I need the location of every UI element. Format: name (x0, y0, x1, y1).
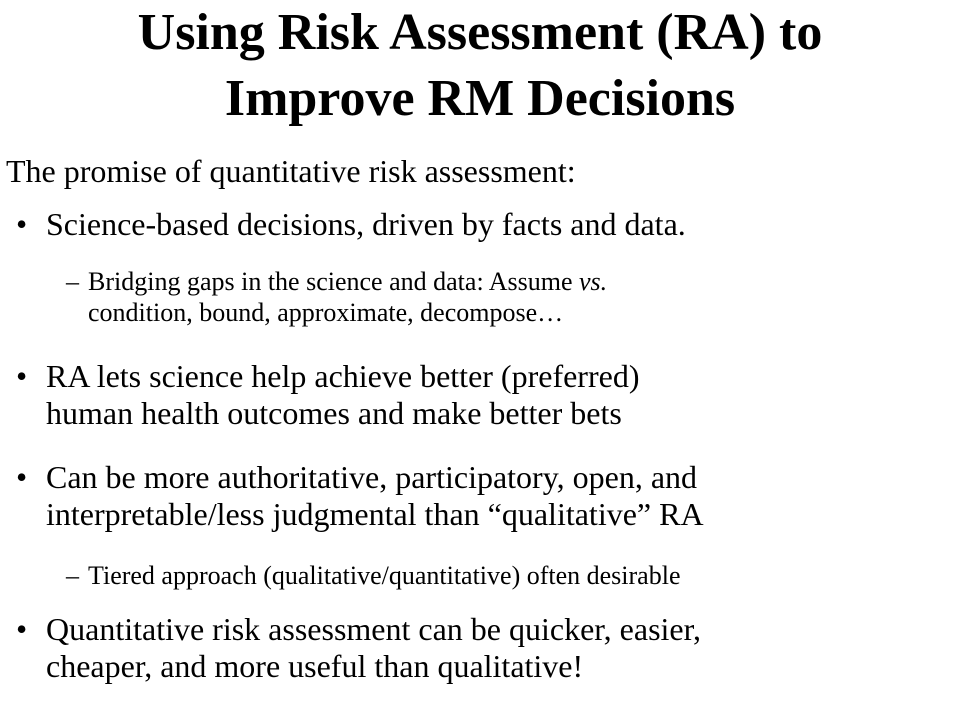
bullet-4-line-2: cheaper, and more useful than qualitative! (46, 648, 584, 684)
bullet-text-1 (46, 206, 686, 243)
bullet-dot-icon: • (16, 206, 28, 242)
bullet-3-line-1: Can be more authoritative, participatory, open, and (46, 459, 698, 495)
slide-title (0, 0, 960, 132)
bullet-dot-icon: • (16, 459, 28, 495)
slide-title-line-1: Using Risk Assessment (RA) to (137, 4, 823, 61)
bullet-2-line-1: RA lets science help achieve better (preferred) (46, 358, 640, 394)
subbullet-dash-icon: – (66, 267, 79, 296)
bullet-1-line-1: Science-based decisions, driven by facts and data. (46, 206, 686, 242)
bullet-4-line-1: Quantitative risk assessment can be quicker, easier, (46, 611, 701, 647)
bullet-text-2 (46, 358, 639, 432)
subbullet-1-line-1-text: Bridging gaps in the science and data: Assume (88, 267, 580, 296)
subbullet-dash-icon: – (66, 561, 79, 590)
bullet-dot-icon: • (16, 611, 28, 647)
subbullet-1-line-2: condition, bound, approximate, decompose… (88, 298, 564, 327)
subbullet-2-line-1: Tiered approach (qualitative/quantitative) often desirable (88, 561, 681, 590)
intro-text: The promise of quantitative risk assessment: (6, 153, 576, 189)
bullet-2-line-2: human health outcomes and make better bets (46, 395, 622, 431)
subbullet-1-line-1 (88, 266, 607, 297)
subbullet-text-1 (88, 266, 607, 328)
subbullet-1-line-1-emphasis: vs. (579, 267, 608, 296)
bullet-text-3 (46, 459, 704, 533)
bullet-text-4 (46, 611, 701, 685)
bullet-dot-icon: • (16, 358, 28, 394)
bullet-3-line-2: interpretable/less judgmental than “qualitative” RA (46, 496, 704, 532)
subbullet-text-2 (88, 560, 681, 591)
slide-title-line-2: Improve RM Decisions (224, 70, 736, 127)
